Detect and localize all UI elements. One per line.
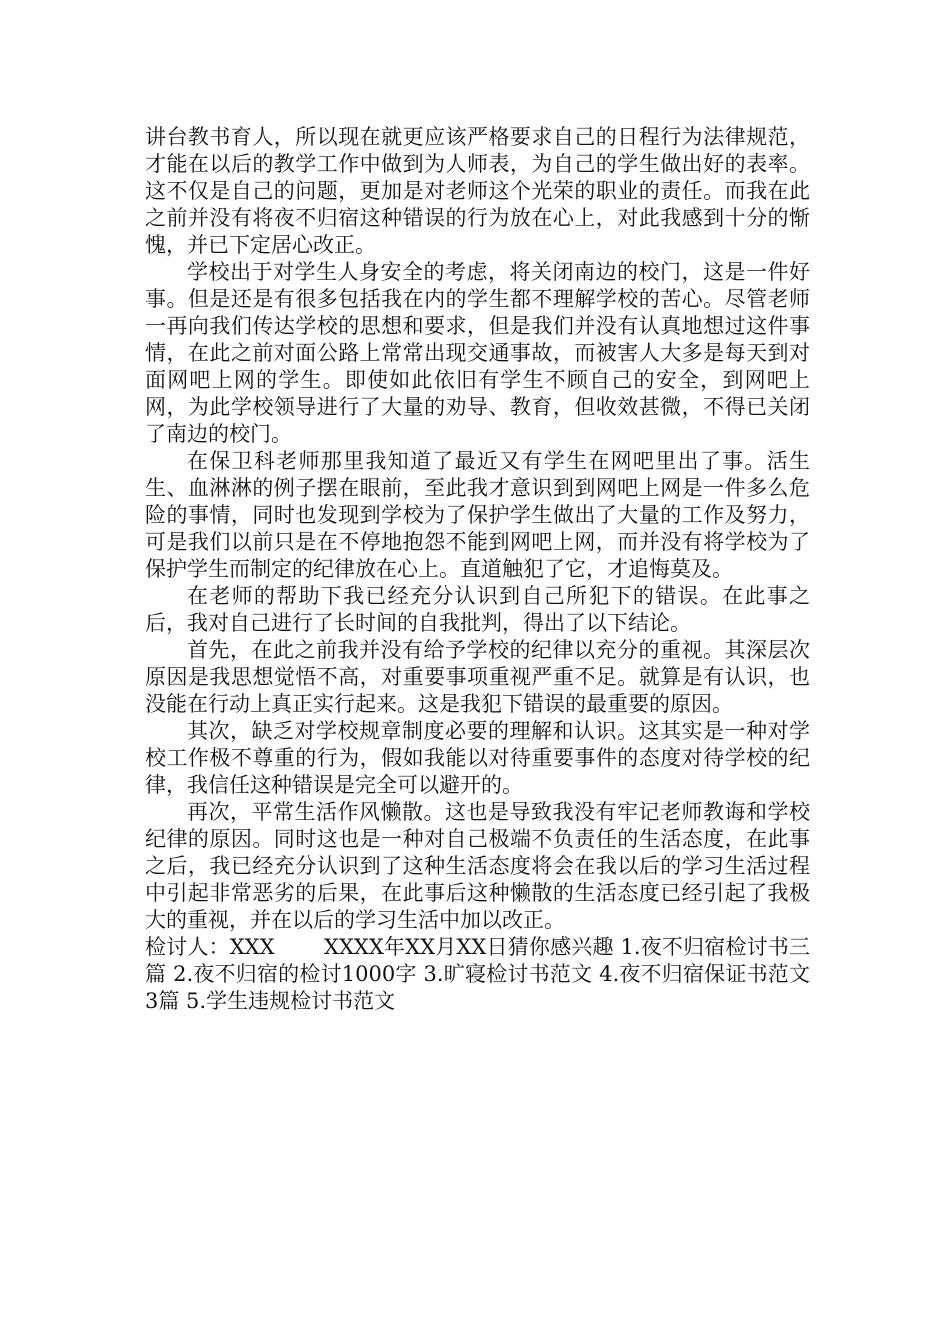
paragraph-1: 讲台教书育人，所以现在就更应该严格要求自己的日程行为法律规范，才能在以后的教学工作中做到为人师表，为自己的学生做出好的表率。这不仅是自己的问题，更加是对老师这个光荣的职业的责任。而我在此之前并没有将夜不归宿这种错误的行为放在心上，对此我感到十分的惭愧，并已下定居心改正。 — [145, 125, 810, 257]
paragraph-4: 在老师的帮助下我已经充分认识到自己所犯下的错误。在此事之后，我对自己进行了长时间的自我批判，得出了以下结论。 — [145, 584, 810, 635]
signature-and-related-links: 检讨人：XXX XXXX年XX月XX日猜你感兴趣 1.夜不归宿检讨书三篇 2.夜不归宿的检讨1000字 3.旷寝检讨书范文 4.夜不归宿保证书范文3篇 5.学生违规检讨书范文 — [145, 935, 810, 1013]
paragraph-7: 再次，平常生活作风懒散。这也是导致我没有牢记老师教诲和学校纪律的原因。同时这也是一种对自己极端不负责任的生活态度，在此事之后，我已经充分认识到了这种生活态度将会在我以后的学习生活过程中引起非常恶劣的后果，在此事后这种懒散的生活态度已经引起了我极大的重视，并在以后的学习生活中加以改正。 — [145, 800, 810, 932]
document-body — [145, 124, 810, 1015]
paragraph-6: 其次，缺乏对学校规章制度必要的理解和认识。这其实是一种对学校工作极不尊重的行为，假如我能以对待重要事件的态度对待学校的纪律，我信任这种错误是完全可以避开的。 — [145, 719, 810, 797]
paragraph-2: 学校出于对学生人身安全的考虑，将关闭南边的校门，这是一件好事。但是还是有很多包括我在内的学生都不理解学校的苦心。尽管老师一再向我们传达学校的思想和要求，但是我们并没有认真地想过这件事情，在此之前对面公路上常常出现交通事故，而被害人大多是每天到对面网吧上网的学生。即使如此依旧有学生不顾自己的安全，到网吧上网，为此学校领导进行了大量的劝导、教育，但收效甚微，不得已关闭了南边的校门。 — [145, 260, 810, 446]
paragraph-3: 在保卫科老师那里我知道了最近又有学生在网吧里出了事。活生生、血淋淋的例子摆在眼前，至此我才意识到到网吧上网是一件多么危险的事情，同时也发现到学校为了保护学生做出了大量的工作及努力，可是我们以前只是在不停地抱怨不能到网吧上网，而并没有将学校为了保护学生而制定的纪律放在心上。直道触犯了它，才追悔莫及。 — [145, 449, 810, 581]
paragraph-5: 首先，在此之前我并没有给予学校的纪律以充分的重视。其深层次原因是我思想觉悟不高，对重要事项重视严重不足。就算是有认识，也没能在行动上真正实行起来。这是我犯下错误的最重要的原因。 — [145, 638, 810, 716]
